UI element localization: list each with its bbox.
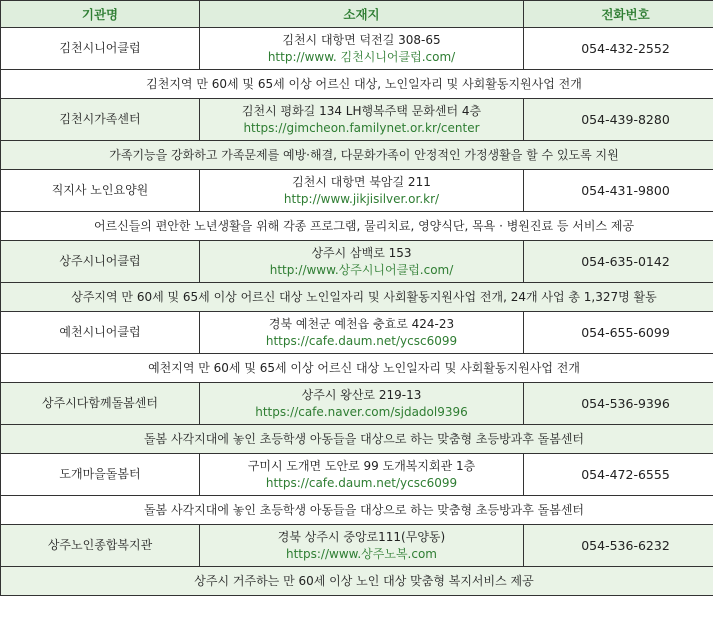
table-row-description bbox=[1, 70, 713, 99]
table-row bbox=[1, 454, 713, 496]
table-row-description bbox=[1, 283, 713, 312]
table-row-description bbox=[1, 212, 713, 241]
table-row-description bbox=[1, 496, 713, 525]
table-row bbox=[1, 312, 713, 354]
facility-name: 김천시니어클럽 bbox=[1, 28, 200, 70]
facility-url-link[interactable]: https://cafe.daum.net/ycsc6099 bbox=[265, 475, 458, 490]
facility-name: 직지사 노인요양원 bbox=[1, 170, 200, 212]
facility-description: 돌봄 사각지대에 놓인 초등학생 아동들을 대상으로 하는 맞춤형 초등방과후 돌봄센터 bbox=[1, 496, 713, 525]
table-row bbox=[1, 241, 713, 283]
facility-description: 어르신들의 편안한 노년생활을 위해 각종 프로그램, 물리치료, 영양식단, 목욕 · 병원진료 등 서비스 제공 bbox=[1, 212, 713, 241]
facility-phone: 054-439-8280 bbox=[524, 99, 713, 141]
facility-url-link[interactable]: https://gimcheon.familynet.or.kr/center bbox=[243, 120, 480, 135]
header-address: 소재지 bbox=[200, 1, 524, 28]
facility-address: 상주시 삼백로 153 bbox=[311, 245, 412, 260]
facility-address-cell bbox=[200, 241, 524, 283]
facility-phone: 054-472-6555 bbox=[524, 454, 713, 496]
header-name: 기관명 bbox=[1, 1, 200, 28]
facility-address-cell bbox=[200, 525, 524, 567]
facility-url-link[interactable]: http://www.jikjisilver.or.kr/ bbox=[283, 191, 440, 206]
header-phone: 전화번호 bbox=[524, 1, 713, 28]
facility-phone: 054-635-0142 bbox=[524, 241, 713, 283]
facility-address-cell bbox=[200, 99, 524, 141]
facility-address-cell bbox=[200, 312, 524, 354]
table-row bbox=[1, 383, 713, 425]
facility-address-cell bbox=[200, 454, 524, 496]
table-row-description bbox=[1, 141, 713, 170]
table-row bbox=[1, 525, 713, 567]
facility-address: 경북 상주시 중앙로111(무양동) bbox=[277, 529, 446, 544]
facility-description: 상주지역 만 60세 및 65세 이상 어르신 대상 노인일자리 및 사회활동지원사업 전개, 24개 사업 총 1,327명 활동 bbox=[1, 283, 713, 312]
facility-address-cell bbox=[200, 170, 524, 212]
facility-description: 상주시 거주하는 만 60세 이상 노인 대상 맞춤형 복지서비스 제공 bbox=[1, 567, 713, 596]
facility-address: 경북 예천군 예천읍 충효로 424-23 bbox=[268, 316, 455, 331]
table-header-row bbox=[1, 1, 713, 28]
facility-address: 김천시 평화길 134 LH행복주택 문화센터 4층 bbox=[241, 103, 482, 118]
table-row bbox=[1, 99, 713, 141]
facility-name: 상주노인종합복지관 bbox=[1, 525, 200, 567]
facility-address-cell bbox=[200, 383, 524, 425]
table-row-description bbox=[1, 354, 713, 383]
facility-url-link[interactable]: https://cafe.daum.net/ycsc6099 bbox=[265, 333, 458, 348]
facility-description: 김천지역 만 60세 및 65세 이상 어르신 대상, 노인일자리 및 사회활동지원사업 전개 bbox=[1, 70, 713, 99]
facility-phone: 054-431-9800 bbox=[524, 170, 713, 212]
facility-description: 돌봄 사각지대에 놓인 초등학생 아동들을 대상으로 하는 맞춤형 초등방과후 돌봄센터 bbox=[1, 425, 713, 454]
facility-url-link[interactable]: https://www.상주노복.com bbox=[286, 546, 437, 561]
table-row bbox=[1, 170, 713, 212]
facility-phone: 054-432-2552 bbox=[524, 28, 713, 70]
facility-address: 구미시 도개면 도안로 99 도개복지회관 1층 bbox=[247, 458, 476, 473]
facility-description: 예천지역 만 60세 및 65세 이상 어르신 대상 노인일자리 및 사회활동지원사업 전개 bbox=[1, 354, 713, 383]
facility-name: 도개마을돌봄터 bbox=[1, 454, 200, 496]
facility-address-cell bbox=[200, 28, 524, 70]
facility-name: 예천시니어클럽 bbox=[1, 312, 200, 354]
facility-url-link[interactable]: https://cafe.naver.com/sjdadol9396 bbox=[255, 404, 468, 419]
facility-address: 김천시 대항면 북암길 211 bbox=[292, 174, 431, 189]
facility-phone: 054-655-6099 bbox=[524, 312, 713, 354]
facility-name: 상주시다함께돌봄센터 bbox=[1, 383, 200, 425]
facility-description: 가족기능을 강화하고 가족문제를 예방·해결, 다문화가족이 안정적인 가정생활을 할 수 있도록 지원 bbox=[1, 141, 713, 170]
facility-url-link[interactable]: http://www. 김천시니어클럽.com/ bbox=[267, 49, 456, 64]
facility-address: 상주시 왕산로 219-13 bbox=[301, 387, 422, 402]
facility-url-link[interactable]: http://www.상주시니어클럽.com/ bbox=[269, 262, 454, 277]
table-row-description bbox=[1, 425, 713, 454]
facility-name: 김천시가족센터 bbox=[1, 99, 200, 141]
facility-address: 김천시 대항면 덕전길 308-65 bbox=[282, 32, 441, 47]
facility-phone: 054-536-6232 bbox=[524, 525, 713, 567]
table-row bbox=[1, 28, 713, 70]
facility-name: 상주시니어클럽 bbox=[1, 241, 200, 283]
table-row-description bbox=[1, 567, 713, 596]
facility-phone: 054-536-9396 bbox=[524, 383, 713, 425]
